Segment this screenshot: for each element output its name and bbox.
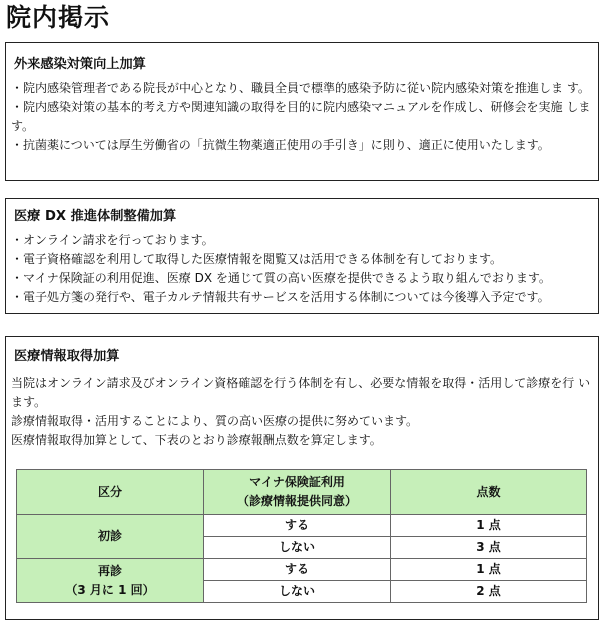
- row-points: 3 点: [391, 537, 587, 559]
- group-label-first-visit: [17, 515, 204, 559]
- header-category: 区分: [17, 470, 204, 515]
- row-points: 1 点: [391, 559, 587, 581]
- section-body: [11, 231, 592, 307]
- medical-dx-section: [5, 198, 599, 314]
- fee-table: [16, 469, 587, 603]
- table-row: [17, 515, 587, 537]
- section-heading: 医療 DX 推進体制整備加算: [14, 209, 177, 224]
- row-use: する: [204, 515, 391, 537]
- medical-info-section: [5, 336, 599, 620]
- page-title: 院内掲示: [6, 3, 111, 32]
- section-line: ・抗菌薬については厚生労働省の「抗微生物薬適正使用の手引き」に則り、適正に使用いたします。: [11, 138, 550, 152]
- group-sublabel: （3 月に 1 回）: [65, 582, 155, 597]
- section-heading: 外来感染対策向上加算: [14, 57, 146, 72]
- section-line: ・電子資格確認を利用して取得した医療情報を閲覧又は活用できる体制を有しております。: [11, 252, 503, 266]
- section-body: [11, 374, 592, 450]
- group-label: 初診: [97, 529, 122, 543]
- header-points: 点数: [391, 470, 587, 515]
- section-line: ・マイナ保険証の利用促進、医療 DX を通じて質の高い医療を提供できるよう取り組んでおります。: [11, 271, 551, 285]
- header-mynumber-line2: （診療情報提供同意）: [236, 494, 357, 508]
- section-line: 診療情報取得・活用することにより、質の高い医療の提供に努めています。: [11, 414, 419, 428]
- section-line: 医療情報取得加算として、下表のとおり診療報酬点数を算定します。: [11, 433, 382, 447]
- section-body: [11, 79, 592, 155]
- group-label-revisit: [17, 559, 204, 603]
- section-line: ・オンライン請求を行っております。: [11, 233, 214, 247]
- section-heading: 医療情報取得加算: [14, 349, 120, 364]
- header-mynumber-line1: マイナ保険証利用: [249, 475, 345, 489]
- row-points: 2 点: [391, 581, 587, 603]
- header-mynumber: [204, 470, 391, 515]
- row-use: しない: [204, 537, 391, 559]
- row-points: 1 点: [391, 515, 587, 537]
- section-line: 当院はオンライン請求及びオンライン資格確認を行う体制を有し、必要な情報を取得・活用して診療を行 います。: [11, 376, 591, 409]
- infection-control-section: [5, 42, 599, 181]
- group-label: 再診: [97, 563, 122, 578]
- row-use: しない: [204, 581, 391, 603]
- table-header-row: [17, 470, 587, 515]
- section-line: ・電子処方箋の発行や、電子カルテ情報共有サービスを活用する体制については今後導入予定です。: [11, 290, 550, 304]
- section-line: ・院内感染管理者である院長が中心となり、職員全員で標準的感染予防に従い院内感染対策を推進しま す。: [11, 81, 590, 95]
- row-use: する: [204, 559, 391, 581]
- section-line: ・院内感染対策の基本的考え方や関連知識の取得を目的に院内感染マニュアルを作成し、研修会を実施 します。: [11, 100, 591, 133]
- table-row: [17, 559, 587, 581]
